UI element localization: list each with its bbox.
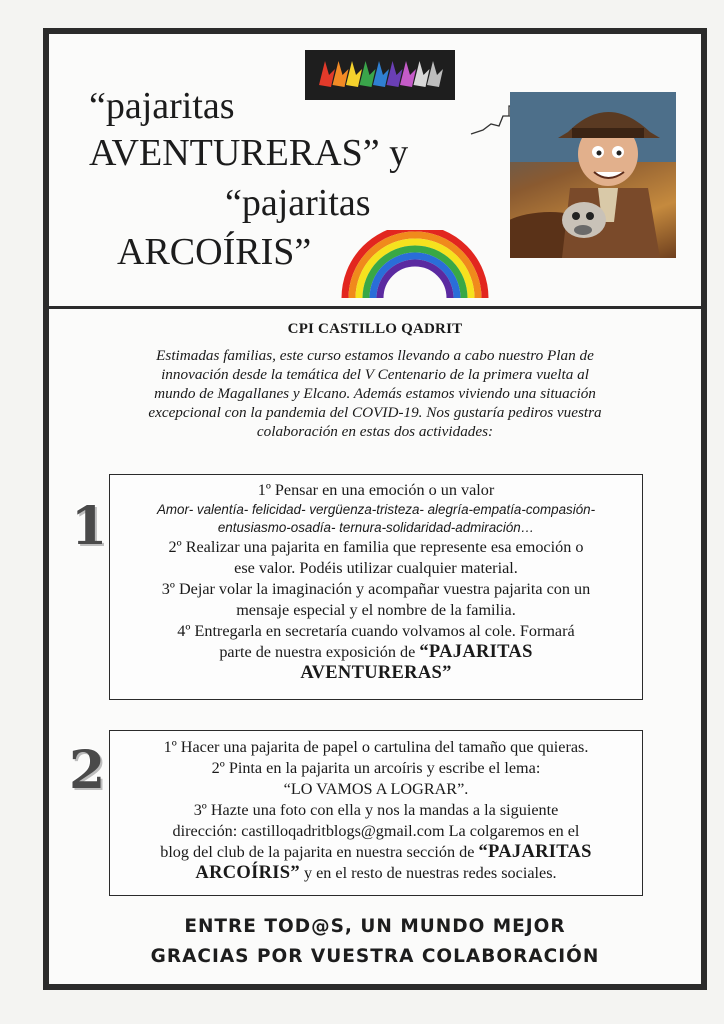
title-line-4: ARCOÍRIS” (117, 231, 312, 273)
rainbow-icon (339, 230, 491, 298)
intro-line: mundo de Magallanes y Elcano. Además estamos viviendo una situación (154, 385, 596, 402)
activity-2-number: 2 (69, 740, 106, 801)
activity-2-step-3: 3º Hazte una foto con ella y nos la mandas a la siguiente (193, 801, 559, 819)
exhibition-title-part-1: “PAJARITAS (419, 642, 533, 662)
values-list-line-1: Amor- valentía- felicidad- vergüenza-tristeza- alegría-empatía-compasión- (156, 502, 596, 517)
paper-bird-icon (319, 61, 335, 87)
header-section (49, 34, 701, 309)
intro-line: colaboración en estas dos actividades: (256, 423, 494, 440)
section-title-part-1: “PAJARITAS (478, 842, 592, 862)
activity-1-step-2: 2º Realizar una pajarita en familia que represente esa emoción o (168, 538, 584, 556)
activity-1-step-4-cont (116, 642, 636, 663)
activity-1-step-4: 4º Entregarla en secretaría cuando volvamos al cole. Formará (177, 622, 575, 640)
paper-birds-icon (315, 55, 445, 95)
title-line-1: “pajaritas (89, 85, 235, 127)
activity-1-step-2-cont: ese valor. Podéis utilizar cualquier material. (234, 559, 518, 577)
values-list-line-2: entusiasmo-osadía- ternura-solidaridad-admiración… (217, 520, 535, 535)
activity-2-step-1: 1º Hacer una pajarita de papel o cartulina del tamaño que quieras. (163, 738, 589, 756)
motto: “LO VAMOS A LOGRAR”. (283, 780, 469, 798)
footer-slogan: ENTRE TOD@S, UN MUNDO MEJOR (184, 916, 566, 937)
intro-line: Estimadas familias, este curso estamos llevando a cabo nuestro Plan de (156, 347, 594, 364)
social-text: y en el resto de nuestras redes sociales. (299, 864, 557, 882)
school-name: CPI CASTILLO QADRIT (287, 321, 463, 337)
exhibition-title-part-2: AVENTURERAS” (300, 663, 452, 683)
paper-bird-icon (333, 61, 349, 87)
activity-1-step-3: 3º Dejar volar la imaginación y acompañar vuestra pajarita con un (161, 580, 591, 598)
activity-2-box (109, 730, 643, 896)
paper-bird-icon (373, 61, 389, 87)
title-line-2: AVENTURERAS” y (89, 132, 409, 174)
activity-1-number: 1 (71, 496, 108, 557)
social-line (116, 863, 636, 884)
character-photo (510, 92, 676, 258)
intro-line: innovación desde la temática del V Centenario de la primera vuelta al (161, 366, 589, 383)
email-line: dirección: castilloqadritblogs@gmail.com La colgaremos en el (172, 822, 580, 840)
blog-text: blog del club de la pajarita en nuestra sección de (160, 843, 479, 861)
paper-bird-icon (387, 61, 403, 87)
paper-bird-icon (427, 61, 443, 87)
paper-birds-image (305, 50, 455, 100)
title-line-3: “pajaritas (225, 182, 371, 224)
intro-paragraph (109, 346, 641, 441)
intro-line: excepcional con la pandemia del COVID-19. Nos gustaría pediros vuestra (148, 404, 602, 421)
paper-bird-icon (414, 61, 430, 87)
section-title-part-2: ARCOÍRIS” (195, 863, 300, 883)
activity-1-box (109, 474, 643, 700)
paper-bird-icon (400, 61, 416, 87)
explorer-character-icon (510, 92, 676, 258)
page-frame (43, 28, 707, 990)
footer-thanks: GRACIAS POR VUESTRA COLABORACIÓN (150, 946, 600, 967)
paper-bird-icon (360, 61, 376, 87)
blog-line (116, 842, 636, 863)
activity-1-step-1: 1º Pensar en una emoción o un valor (257, 481, 495, 499)
activity-1-step-3-cont: mensaje especial y el nombre de la familia. (236, 601, 516, 619)
step-4-text: parte de nuestra exposición de (219, 643, 420, 661)
activity-2-step-2: 2º Pinta en la pajarita un arcoíris y escribe el lema: (211, 759, 541, 777)
paper-bird-icon (346, 61, 362, 87)
